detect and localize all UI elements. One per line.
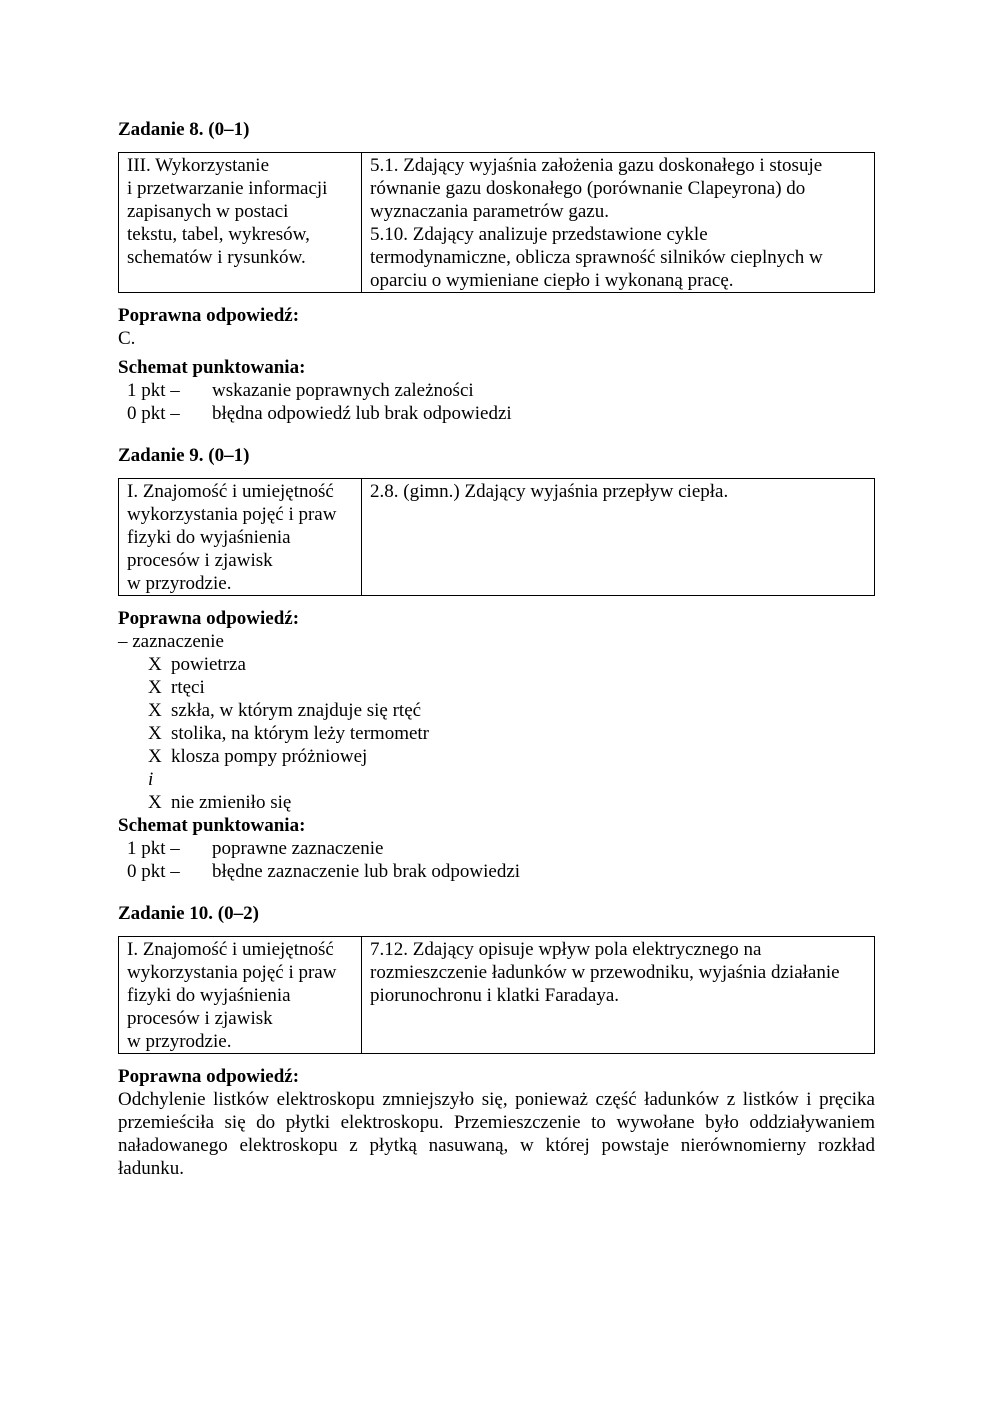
requirement-line: rozmieszczenie ładunków w przewodniku, wyjaśnia działanie	[370, 962, 840, 983]
task-9-scoring-label: Schemat punktowania:	[118, 815, 306, 836]
task-9-answer-intro: – zaznaczenie	[118, 631, 224, 652]
scoring-points: 1 pkt –	[127, 380, 180, 401]
task-9-general-requirement	[119, 479, 362, 596]
check-mark: X	[148, 654, 162, 675]
task-10-requirements-table	[118, 936, 875, 1054]
task-8-heading: Zadanie 8. (0–1)	[118, 119, 250, 140]
task-8-specific-requirement	[362, 153, 875, 293]
scoring-points: 0 pkt –	[127, 861, 180, 882]
answer-item-text: nie zmieniło się	[171, 792, 292, 813]
answer-item-text: klosza pompy próżniowej	[171, 746, 368, 767]
answer-item-text: stolika, na którym leży termometr	[171, 723, 430, 744]
requirement-line: 7.12. Zdający opisuje wpływ pola elektrycznego na	[370, 939, 762, 960]
conjunction: i	[148, 769, 154, 790]
requirement-line: I. Znajomość i umiejętność	[127, 939, 334, 960]
task-8-general-requirement	[119, 153, 362, 293]
requirement-line: procesów i zjawisk	[127, 550, 273, 571]
requirement-line: 5.10. Zdający analizuje przedstawione cykle	[370, 224, 708, 245]
answer-item	[118, 722, 875, 745]
requirement-line: termodynamiczne, oblicza sprawność silników cieplnych w	[370, 247, 823, 268]
requirement-line: fizyki do wyjaśnienia	[127, 985, 291, 1006]
answer-item	[118, 791, 875, 814]
task-8-requirements-table	[118, 152, 875, 293]
answer-item-text: rtęci	[171, 677, 205, 698]
requirement-line: wykorzystania pojęć i praw	[127, 962, 337, 983]
scoring-description: błędna odpowiedź lub brak odpowiedzi	[212, 403, 512, 424]
task-10-general-requirement	[119, 937, 362, 1054]
task-10-specific-requirement	[362, 937, 875, 1054]
check-mark: X	[148, 723, 162, 744]
answer-item	[118, 699, 875, 722]
check-mark: X	[148, 700, 162, 721]
task-9-heading: Zadanie 9. (0–1)	[118, 445, 250, 466]
requirement-line: procesów i zjawisk	[127, 1008, 273, 1029]
requirement-line: wyznaczania parametrów gazu.	[370, 201, 609, 222]
requirement-line: i przetwarzanie informacji	[127, 178, 328, 199]
task-9-requirements-table	[118, 478, 875, 596]
scoring-row	[118, 860, 875, 883]
check-mark: X	[148, 792, 162, 813]
scoring-description: wskazanie poprawnych zależności	[212, 380, 474, 401]
scoring-row	[118, 837, 875, 860]
requirement-line: 5.1. Zdający wyjaśnia założenia gazu doskonałego i stosuje	[370, 155, 823, 176]
task-9-specific-requirement	[362, 479, 875, 596]
requirement-line: III. Wykorzystanie	[127, 155, 270, 176]
scoring-row	[118, 379, 875, 402]
scoring-points: 0 pkt –	[127, 403, 180, 424]
scoring-points: 1 pkt –	[127, 838, 180, 859]
requirement-line: tekstu, tabel, wykresów,	[127, 224, 310, 245]
requirement-line: schematów i rysunków.	[127, 247, 306, 268]
answer-item	[118, 676, 875, 699]
requirement-line: zapisanych w postaci	[127, 201, 289, 222]
answer-item	[118, 653, 875, 676]
requirement-line: wykorzystania pojęć i praw	[127, 504, 337, 525]
task-10-answer-label: Poprawna odpowiedź:	[118, 1066, 300, 1087]
task-9-answer-label: Poprawna odpowiedź:	[118, 608, 300, 629]
requirement-line: w przyrodzie.	[127, 1031, 232, 1052]
requirement-line: piorunochronu i klatki Faradaya.	[370, 985, 620, 1006]
requirement-line: fizyki do wyjaśnienia	[127, 527, 291, 548]
requirement-line: oparciu o wymieniane ciepło i wykonaną pracę.	[370, 270, 734, 291]
scoring-description: poprawne zaznaczenie	[212, 838, 384, 859]
requirement-line: 2.8. (gimn.) Zdający wyjaśnia przepływ ciepła.	[370, 481, 729, 502]
answer-item	[118, 745, 875, 768]
check-mark: X	[148, 677, 162, 698]
answer-item-text: powietrza	[171, 654, 246, 675]
task-8-answer: C.	[118, 328, 136, 349]
task-10-answer-text: Odchylenie listków elektroskopu zmniejszyło się, ponieważ część ładunków z listków i pręcika przemieściła się do płytki elektroskopu. Przemieszczenie to wywołane było oddziaływaniem naładowanego elektroskopu z płytką nasuwaną, w której powstaje nierównomierny rozkład ładunku.	[118, 1089, 875, 1179]
task-8-scoring-label: Schemat punktowania:	[118, 357, 306, 378]
task-9-section	[118, 444, 875, 883]
task-10-section	[118, 902, 875, 1180]
requirement-line: I. Znajomość i umiejętność	[127, 481, 334, 502]
task-10-heading: Zadanie 10. (0–2)	[118, 903, 259, 924]
requirement-line: równanie gazu doskonałego (porównanie Clapeyrona) do	[370, 178, 806, 199]
task-8-section	[118, 118, 875, 425]
task-8-answer-label: Poprawna odpowiedź:	[118, 305, 300, 326]
scoring-description: błędne zaznaczenie lub brak odpowiedzi	[212, 861, 521, 882]
answer-item-text: szkła, w którym znajduje się rtęć	[171, 700, 422, 721]
requirement-line: w przyrodzie.	[127, 573, 232, 594]
exam-key-page	[118, 118, 875, 1180]
scoring-row	[118, 402, 875, 425]
check-mark: X	[148, 746, 162, 767]
